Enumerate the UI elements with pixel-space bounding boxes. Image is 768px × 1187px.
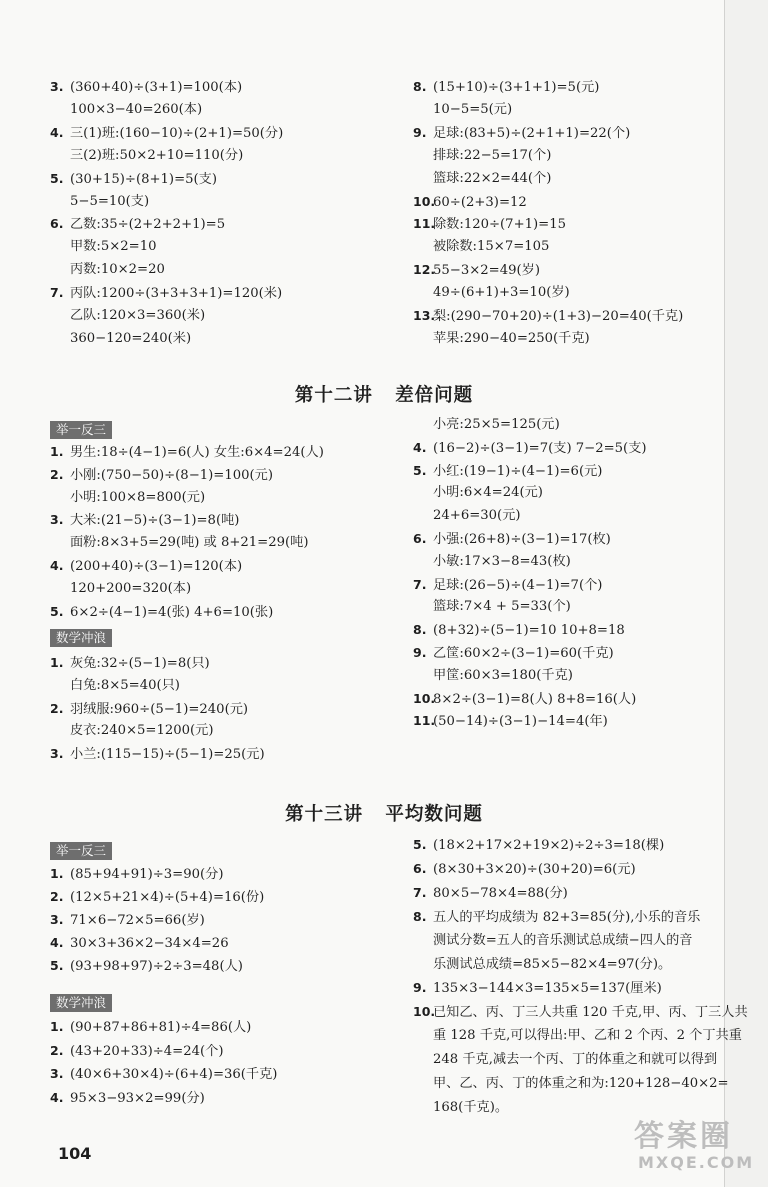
answer-text: (8+32)÷(5−1)=10 10+8=18 (433, 623, 625, 639)
answer-text: 三(1)班:(160−10)÷(2+1)=50(分) (70, 125, 284, 141)
answer-text: (30+15)÷(8+1)=5(支) (70, 171, 217, 187)
answer-text: 丙数:10×2=20 (70, 262, 165, 278)
answer-line (50, 1041, 223, 1061)
answer-continuation (413, 666, 573, 686)
answer-continuation (413, 483, 543, 503)
answer-number: 11. (413, 216, 436, 232)
answer-number: 1. (50, 866, 64, 881)
answer-text: (12×5+21×4)÷(5+4)=16(份) (70, 890, 265, 906)
answer-line (413, 1002, 748, 1022)
answer-continuation (413, 597, 571, 617)
answer-number: 4. (50, 935, 64, 951)
answer-text: 乐测试总成绩=85×5−82×4=97(分)。 (433, 956, 672, 972)
answer-text: 男生:18÷(4−1)=6(人) 女生:6×4=24(人) (70, 445, 324, 460)
answer-number: 4. (50, 558, 64, 573)
answer-text: (90+87+86+81)÷4=86(人) (70, 1020, 252, 1035)
answer-number: 2. (50, 700, 64, 716)
answer-text: 6×2÷(4−1)=4(张) 4+6=10(张) (70, 604, 274, 620)
answer-text: 135×3−144×3=135×5=137(厘米) (433, 981, 662, 997)
answer-number: 4. (50, 124, 64, 140)
section-12-title: 第十二讲 差倍问题 (294, 385, 474, 406)
answer-text: 已知乙、丙、丁三人共重 120 千克,甲、丙、丁三人共 (433, 1005, 748, 1021)
answer-line (50, 510, 239, 530)
section-12-tag-practice: 举一反三 (50, 421, 112, 439)
answer-number: 9. (413, 124, 427, 140)
section-12-tag-surf: 数学冲浪 (50, 629, 112, 647)
answer-text: 5−5=10(支) (70, 193, 150, 209)
answer-text: 100×3−40=260(本) (70, 101, 203, 117)
answer-number: 6. (413, 860, 427, 876)
answer-number: 11. (413, 713, 436, 729)
answer-number: 7. (413, 576, 427, 592)
answer-continuation (413, 237, 549, 257)
answer-line (413, 859, 636, 879)
answer-line (50, 465, 273, 485)
answer-number: 2. (50, 889, 64, 905)
answer-text: (200+40)÷(3−1)=120(本) (70, 559, 243, 574)
answer-number: 6. (413, 531, 427, 546)
answer-line (50, 556, 242, 576)
answer-text: 30×3+36×2−34×4=26 (70, 936, 229, 952)
page-number: 104 (58, 1144, 92, 1163)
answer-line (50, 442, 324, 462)
answer-continuation (413, 506, 521, 526)
answer-text: 小敏:17×3−8=43(枚) (433, 553, 571, 569)
answer-text: 24+6=30(元) (433, 508, 521, 524)
answer-text: 168(千克)。 (433, 1099, 509, 1115)
answer-text: 苹果:290−40=250(千克) (433, 330, 590, 346)
answer-number: 2. (50, 1042, 64, 1058)
answer-text: 甲数:5×2=10 (70, 239, 157, 255)
answer-line (50, 653, 210, 673)
answer-number: 3. (50, 79, 64, 94)
answer-text: 面粉:8×3+5=29(吨) 或 8+21=29(吨) (70, 535, 309, 551)
section-13-tag-practice: 举一反三 (50, 842, 112, 860)
answer-number: 1. (50, 444, 64, 459)
answer-line (50, 123, 283, 143)
answer-number: 5. (50, 170, 64, 186)
answer-continuation (50, 146, 243, 166)
answer-text: 71×6−72×5=66(岁) (70, 913, 205, 929)
answer-continuation (413, 415, 560, 435)
answer-line (50, 744, 265, 764)
answer-text: 小红:(19−1)÷(4−1)=6(元) (433, 463, 603, 479)
answer-line (413, 529, 611, 549)
answer-continuation (50, 579, 191, 599)
answer-text: 248 千克,减去一个丙、丁的体重之和就可以得到 (433, 1052, 718, 1068)
answer-text: 甲、乙、丙、丁的体重之和为:120+128−40×2= (433, 1076, 729, 1091)
answer-line (50, 887, 264, 907)
answer-number: 1. (50, 1019, 64, 1034)
answer-text: 足球:(26−5)÷(4−1)=7(个) (433, 577, 603, 593)
answer-number: 3. (50, 912, 64, 928)
answer-text: 排球:22−5=17(个) (433, 147, 552, 163)
answer-number: 10. (413, 690, 436, 706)
answer-text: 乙筐:60×2÷(3−1)=60(千克) (433, 646, 614, 661)
answer-text: 皮衣:240×5=1200(元) (70, 723, 214, 739)
answer-continuation (413, 1026, 742, 1046)
answer-continuation (413, 931, 692, 951)
answer-line (413, 214, 566, 234)
answer-text: 除数:120÷(7+1)=15 (433, 217, 566, 233)
answer-line (50, 956, 243, 976)
answer-number: 10. (413, 193, 436, 209)
answer-number: 12. (413, 262, 436, 278)
answer-number: 3. (50, 512, 64, 528)
answer-text: 测试分数=五人的音乐测试总成绩−四人的音 (433, 932, 693, 948)
answer-continuation (50, 329, 191, 349)
answer-line (50, 1064, 277, 1084)
answer-text: 60÷(2+3)=12 (433, 194, 527, 210)
answer-text: (15+10)÷(3+1+1)=5(元) (433, 80, 600, 95)
answer-continuation (413, 329, 590, 349)
section-13-title: 第十三讲 平均数问题 (285, 804, 483, 825)
answer-text: 白兔:8×5=40(只) (70, 677, 180, 693)
answer-text: (43+20+33)÷4=24(个) (70, 1043, 224, 1059)
answer-continuation (413, 283, 570, 303)
answer-continuation (413, 169, 551, 189)
answer-continuation (50, 533, 309, 553)
answer-text: 95×3−93×2=99(分) (70, 1091, 205, 1107)
answer-number: 1. (50, 655, 64, 670)
answer-continuation (50, 237, 156, 257)
answer-text: 49÷(6+1)+3=10(岁) (433, 285, 570, 301)
answer-text: 55−3×2=49(岁) (433, 263, 540, 279)
answer-text: 羽绒服:960÷(5−1)=240(元) (70, 701, 249, 717)
answer-line (413, 192, 527, 212)
answer-text: 灰兔:32÷(5−1)=8(只) (70, 656, 210, 671)
answer-text: (50−14)÷(3−1)−14=4(年) (433, 714, 608, 730)
answer-text: 120+200=320(本) (70, 580, 192, 596)
answer-number: 13. (413, 308, 436, 323)
answer-text: 小兰:(115−15)÷(5−1)=25(元) (70, 747, 265, 763)
answer-text: (8×30+3×20)÷(30+20)=6(元) (433, 861, 636, 877)
answer-text: 五人的平均成绩为 82+3=85(分),小乐的音乐 (433, 909, 701, 925)
answer-line (50, 283, 282, 303)
answer-line (413, 620, 625, 640)
answer-number: 4. (50, 1090, 64, 1106)
answer-line (413, 689, 636, 709)
answer-line (413, 260, 540, 280)
watermark-logo (634, 1120, 754, 1172)
answer-text: 重 128 千克,可以得出:甲、乙和 2 个丙、2 个丁共重 (433, 1028, 742, 1044)
answer-line (50, 214, 225, 234)
section-13-tag-surf: 数学冲浪 (50, 994, 112, 1012)
answer-text: 360−120=240(米) (70, 330, 192, 346)
answer-continuation (413, 552, 571, 572)
answer-continuation (413, 1098, 508, 1118)
answer-line (50, 1017, 251, 1037)
answer-continuation (50, 100, 202, 120)
answer-line (413, 907, 700, 927)
answer-text: 小亮:25×5=125(元) (433, 417, 560, 432)
answer-line (413, 978, 662, 998)
answer-text: 篮球:7×4 + 5=33(个) (433, 599, 571, 615)
answer-line (50, 933, 229, 953)
answer-line (50, 864, 223, 884)
answer-line (50, 602, 273, 622)
answer-text: 小明:100×8=800(元) (70, 489, 206, 505)
answer-line (413, 438, 647, 458)
answer-text: (40×6+30×4)÷(6+4)=36(千克) (70, 1067, 278, 1083)
answer-text: (93+98+97)÷2÷3=48(人) (70, 959, 243, 975)
answer-line (50, 699, 248, 719)
answer-number: 8. (413, 622, 427, 638)
answer-number: 9. (413, 645, 427, 660)
answer-text: 乙队:120×3=360(米) (70, 308, 206, 323)
answer-continuation (50, 721, 214, 741)
answer-line (50, 1088, 205, 1108)
answer-number: 3. (50, 1066, 64, 1082)
answer-text: 丙队:1200÷(3+3+3+1)=120(米) (70, 286, 283, 302)
answer-line (413, 461, 602, 481)
answer-text: 8×2÷(3−1)=8(人) 8+8=16(人) (433, 691, 637, 707)
answer-number: 2. (50, 466, 64, 482)
answer-text: (16−2)÷(3−1)=7(支) 7−2=5(支) (433, 440, 647, 456)
answer-number: 3. (50, 746, 64, 762)
answer-number: 10. (413, 1004, 436, 1020)
answer-text: 80×5−78×4=88(分) (433, 885, 568, 901)
answer-text: 小刚:(750−50)÷(8−1)=100(元) (70, 467, 273, 483)
answer-continuation (50, 192, 149, 212)
answer-line (413, 575, 602, 595)
answer-number: 5. (413, 837, 427, 852)
answer-text: 梨:(290−70+20)÷(1+3)−20=40(千克) (433, 309, 684, 324)
answer-number: 9. (413, 980, 427, 996)
answer-line (413, 123, 630, 143)
answer-text: 10−5=5(元) (433, 101, 513, 117)
answer-number: 5. (413, 462, 427, 478)
answer-line (413, 835, 664, 855)
answer-continuation (50, 676, 180, 696)
answer-continuation (50, 488, 205, 508)
answer-text: 小强:(26+8)÷(3−1)=17(枚) (433, 532, 611, 547)
answer-text: 大米:(21−5)÷(3−1)=8(吨) (70, 513, 240, 529)
answer-continuation (413, 1050, 717, 1070)
answer-line (413, 77, 599, 97)
answer-continuation (50, 260, 165, 280)
answer-continuation (413, 1074, 729, 1094)
answer-line (413, 643, 614, 663)
answer-text: 三(2)班:50×2+10=110(分) (70, 147, 244, 163)
answer-line (50, 77, 242, 97)
answer-text: (85+94+91)÷3=90(分) (70, 867, 224, 882)
answer-text: 篮球:22×2=44(个) (433, 170, 552, 186)
answer-number: 5. (50, 603, 64, 619)
answer-line (413, 711, 608, 731)
watermark-url: MXQE.COM (638, 1153, 755, 1172)
answer-line (413, 883, 568, 903)
answer-text: 乙数:35÷(2+2+2+1)=5 (70, 217, 226, 233)
answer-line (50, 910, 205, 930)
answer-number: 8. (413, 908, 427, 924)
answer-continuation (413, 100, 512, 120)
answer-number: 6. (50, 216, 64, 232)
watermark-text: 答案圈 (634, 1119, 733, 1154)
answer-number: 8. (413, 79, 427, 94)
answer-text: 被除数:15×7=105 (433, 239, 550, 255)
answer-number: 7. (413, 884, 427, 900)
answer-number: 5. (50, 958, 64, 974)
answer-text: 小明:6×4=24(元) (433, 485, 543, 501)
answer-continuation (413, 146, 551, 166)
answer-continuation (50, 306, 205, 326)
answer-number: 4. (413, 439, 427, 455)
answer-line (413, 306, 683, 326)
answer-number: 7. (50, 285, 64, 301)
answer-continuation (413, 955, 671, 975)
answer-text: (360+40)÷(3+1)=100(本) (70, 80, 243, 95)
answer-line (50, 169, 217, 189)
answer-text: (18×2+17×2+19×2)÷2÷3=18(棵) (433, 838, 665, 853)
answer-text: 足球:(83+5)÷(2+1+1)=22(个) (433, 125, 631, 141)
answer-text: 甲筐:60×3=180(千克) (433, 667, 573, 683)
